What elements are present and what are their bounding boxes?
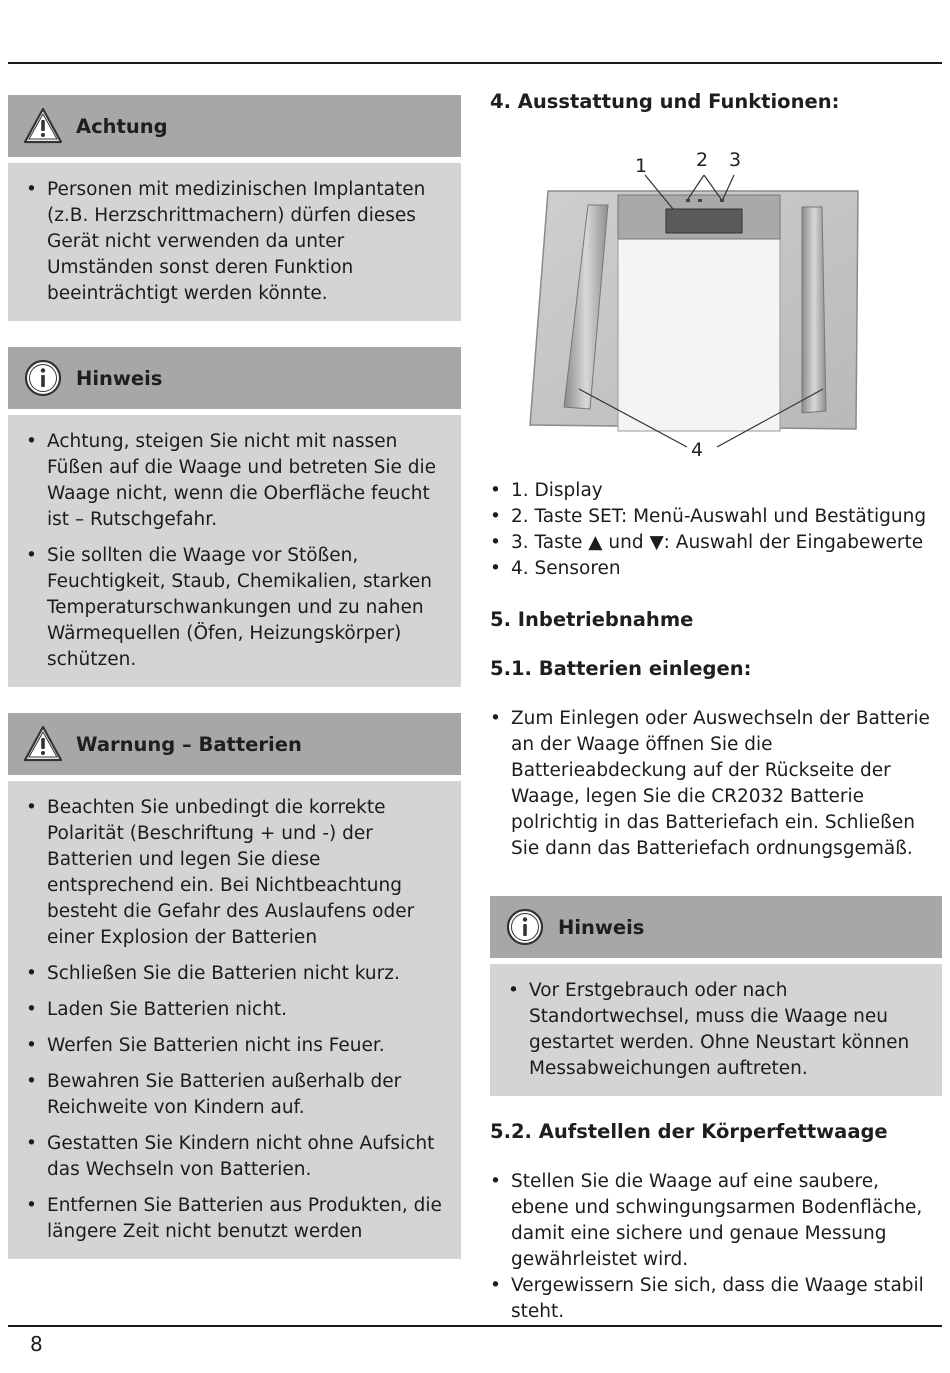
list-item: • Schließen Sie die Batterien nicht kurz. (26, 961, 451, 987)
section-5-2-title: 5.2. Aufstellen der Körperfettwaage (490, 1120, 888, 1143)
list-item: • Laden Sie Batterien nicht. (26, 997, 451, 1023)
figure-label-4: 4 (691, 439, 704, 461)
warning-triangle-icon (22, 105, 64, 147)
scale-figure (490, 113, 942, 461)
list-item: • Sie sollten die Waage vor Stößen, Feuchtigkeit, Staub, Chemikalien, starken Temperaturschwankungen und zu nahen Wärmequellen (Öfen, Heizungskörper) schützen. (26, 543, 451, 673)
list-item: • Gestatten Sie Kindern nicht ohne Aufsicht das Wechseln von Batterien. (26, 1131, 451, 1183)
list-item: • Achtung, steigen Sie nicht mit nassen Füßen auf die Waage und betreten Sie die Waage nicht, wenn die Oberfläche feucht ist – Rutschgefahr. (26, 429, 451, 533)
section-4-list (490, 478, 942, 582)
list-item: • Vor Erstgebrauch oder nach Standortwechsel, muss die Waage neu gestartet werden. Ohne Neustart können Messabweichungen auftreten. (508, 978, 932, 1082)
hinweis-header (490, 896, 942, 958)
top-rule (8, 62, 942, 64)
list-item: • 4. Sensoren (490, 556, 942, 582)
bottom-rule (8, 1325, 942, 1327)
section-5-title: 5. Inbetriebnahme (490, 608, 694, 631)
warnung-header (8, 713, 461, 775)
list-item: • Personen mit medizinischen Implantaten (z.B. Herzschrittmachern) dürfen dieses Gerät nicht verwenden da unter Umständen sonst deren Funktion beeinträchtigt werden könnte. (26, 177, 451, 307)
list-item: • Werfen Sie Batterien nicht ins Feuer. (26, 1033, 451, 1059)
list-item: • Vergewissern Sie sich, dass die Waage stabil steht. (490, 1273, 942, 1325)
hinweis-box-right (490, 896, 942, 1096)
page-number: 8 (30, 1332, 43, 1356)
warnung-batterien-box (8, 713, 461, 1259)
list-item: • Entfernen Sie Batterien aus Produkten, die längere Zeit nicht benutzt werden (26, 1193, 451, 1245)
list-item: • Zum Einlegen oder Auswechseln der Batterie an der Waage öffnen Sie die Batterieabdeckung auf der Rückseite der Waage, legen Sie die CR2032 Batterie polrichtig in das Batteriefach ein. Schließen Sie dann das Batteriefach ordnungsgemäß. (490, 706, 942, 862)
warnung-body (8, 781, 461, 1259)
list-item: • Stellen Sie die Waage auf eine saubere, ebene und schwingungsarmen Bodenfläche, damit eine sichere und genaue Messung gewährleistet wird. (490, 1169, 942, 1273)
hinweis-body (490, 964, 942, 1096)
figure-label-2: 2 (696, 149, 709, 171)
warnung-title: Warnung – Batterien (76, 732, 302, 756)
info-circle-icon (22, 357, 64, 399)
list-item: • 2. Taste SET: Menü-Auswahl und Bestätigung (490, 504, 942, 530)
section-5-2-list (490, 1169, 942, 1325)
section-5-1-list (490, 706, 942, 862)
section-5-1-title: 5.1. Batterien einlegen: (490, 657, 752, 680)
info-circle-icon (504, 906, 546, 948)
list-item: • Beachten Sie unbedingt die korrekte Polarität (Beschriftung + und -) der Batterien und legen Sie diese entsprechend ein. Bei Nichtbeachtung besteht die Gefahr des Auslaufens oder einer Explosion der Batterien (26, 795, 451, 951)
achtung-box (8, 95, 461, 321)
achtung-body (8, 163, 461, 321)
scale-illustration (490, 113, 942, 458)
achtung-header (8, 95, 461, 157)
section-4-title: 4. Ausstattung und Funktionen: (490, 90, 840, 113)
figure-label-1: 1 (635, 155, 648, 177)
list-item: • Bewahren Sie Batterien außerhalb der Reichweite von Kindern auf. (26, 1069, 451, 1121)
hinweis-title: Hinweis (558, 915, 645, 939)
figure-label-3: 3 (729, 149, 742, 171)
hinweis-header (8, 347, 461, 409)
hinweis-title: Hinweis (76, 366, 163, 390)
list-item: • 1. Display (490, 478, 942, 504)
list-item: • 3. Taste ▲ und ▼: Auswahl der Eingabewerte (490, 530, 942, 556)
hinweis-body (8, 415, 461, 687)
warning-triangle-icon (22, 723, 64, 765)
hinweis-box-left (8, 347, 461, 687)
right-column (490, 90, 942, 1325)
left-column (8, 95, 461, 1285)
achtung-title: Achtung (76, 114, 168, 138)
